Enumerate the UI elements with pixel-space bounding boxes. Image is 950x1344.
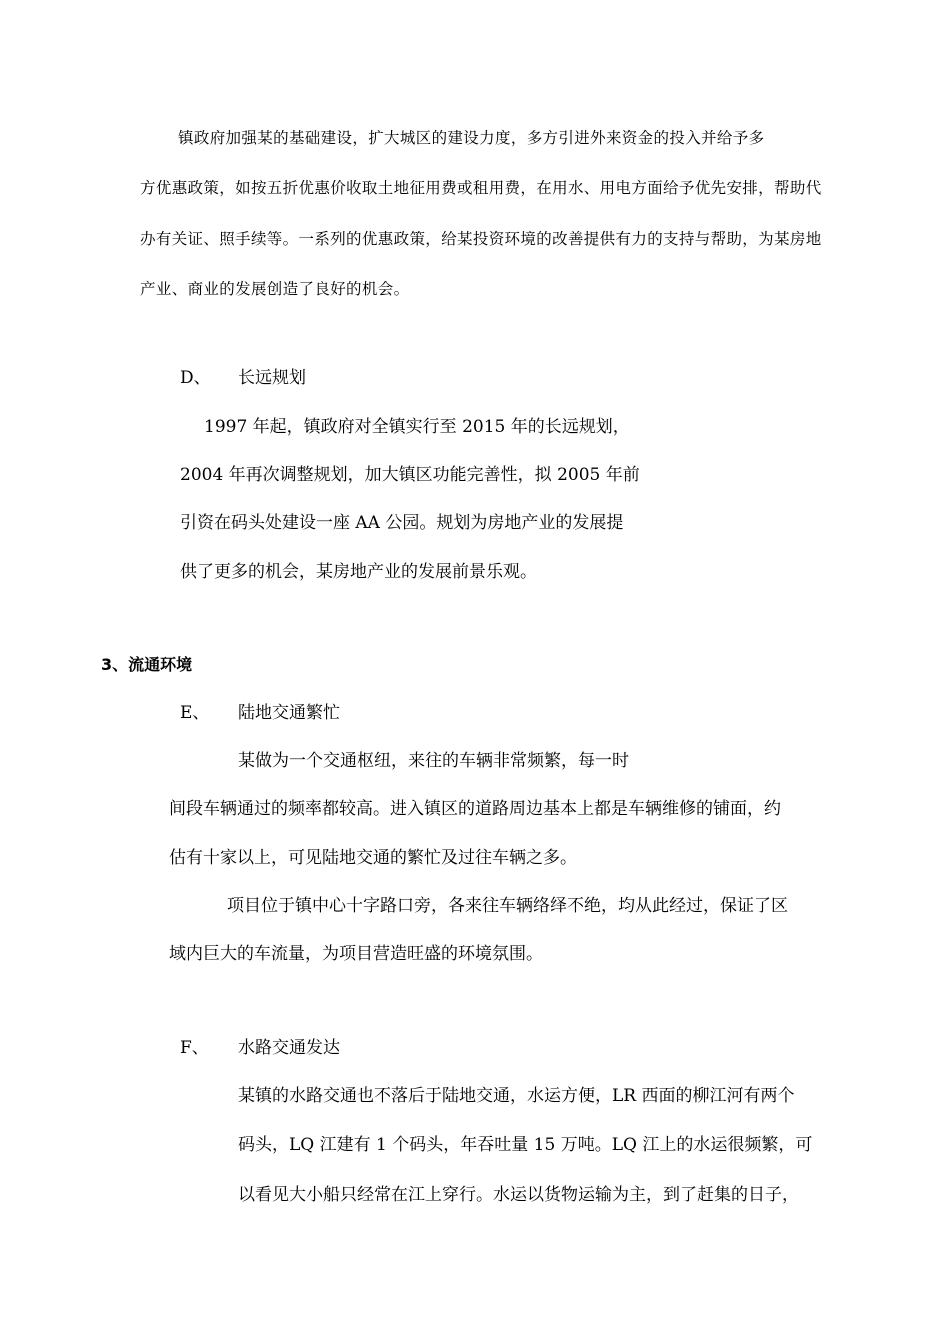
- item-title: 长远规划: [238, 368, 306, 388]
- item-line: 供了更多的机会，某房地产业的发展前景乐观。: [180, 562, 537, 582]
- item-marker: E、: [180, 703, 210, 723]
- paragraph-line: 镇政府加强某的基础建设，扩大城区的建设力度，多方引进外来资金的投入并给予多: [178, 129, 765, 147]
- item-line: 域内巨大的车流量，为项目营造旺盛的环境氛围。: [169, 944, 543, 964]
- paragraph-line: 产业、商业的发展创造了良好的机会。: [140, 280, 410, 298]
- paragraph-line: 办有关证、照手续等。一系列的优惠政策，给某投资环境的改善提供有力的支持与帮助，为某房地: [140, 230, 822, 248]
- item-title: 陆地交通繁忙: [238, 703, 340, 723]
- item-line: 2004 年再次调整规划，加大镇区功能完善性，拟 2005 年前: [180, 465, 640, 485]
- item-marker: F、: [180, 1038, 209, 1058]
- item-line: 某做为一个交通枢纽，来往的车辆非常频繁，每一时: [238, 751, 629, 771]
- item-line: 1997 年起，镇政府对全镇实行至 2015 年的长远规划，: [204, 417, 630, 437]
- item-line: 引资在码头处建设一座 AA 公园。规划为房地产业的发展提: [180, 513, 624, 533]
- item-line: 以看见大小船只经常在江上穿行。水运以货物运输为主，到了赶集的日子，: [238, 1185, 799, 1205]
- item-line: 间段车辆通过的频率都较高。进入镇区的道路周边基本上都是车辆维修的铺面，约: [169, 799, 781, 819]
- paragraph-line: 方优惠政策，如按五折优惠价收取土地征用费或租用费，在用水、用电方面给予优先安排，帮助代: [140, 179, 822, 197]
- item-line: 码头，LQ 江建有 1 个码头，年吞吐量 15 万吨。LQ 江上的水运很频繁，可: [238, 1135, 813, 1155]
- item-line: 某镇的水路交通也不落后于陆地交通，水运方便，LR 西面的柳江河有两个: [238, 1086, 795, 1106]
- item-line: 估有十家以上，可见陆地交通的繁忙及过往车辆之多。: [169, 848, 577, 868]
- item-title: 水路交通发达: [238, 1038, 340, 1058]
- item-line: 项目位于镇中心十字路口旁，各来往车辆络绎不绝，均从此经过，保证了区: [227, 896, 788, 916]
- section-heading: 3、流通环境: [101, 655, 193, 674]
- item-marker: D、: [180, 368, 211, 388]
